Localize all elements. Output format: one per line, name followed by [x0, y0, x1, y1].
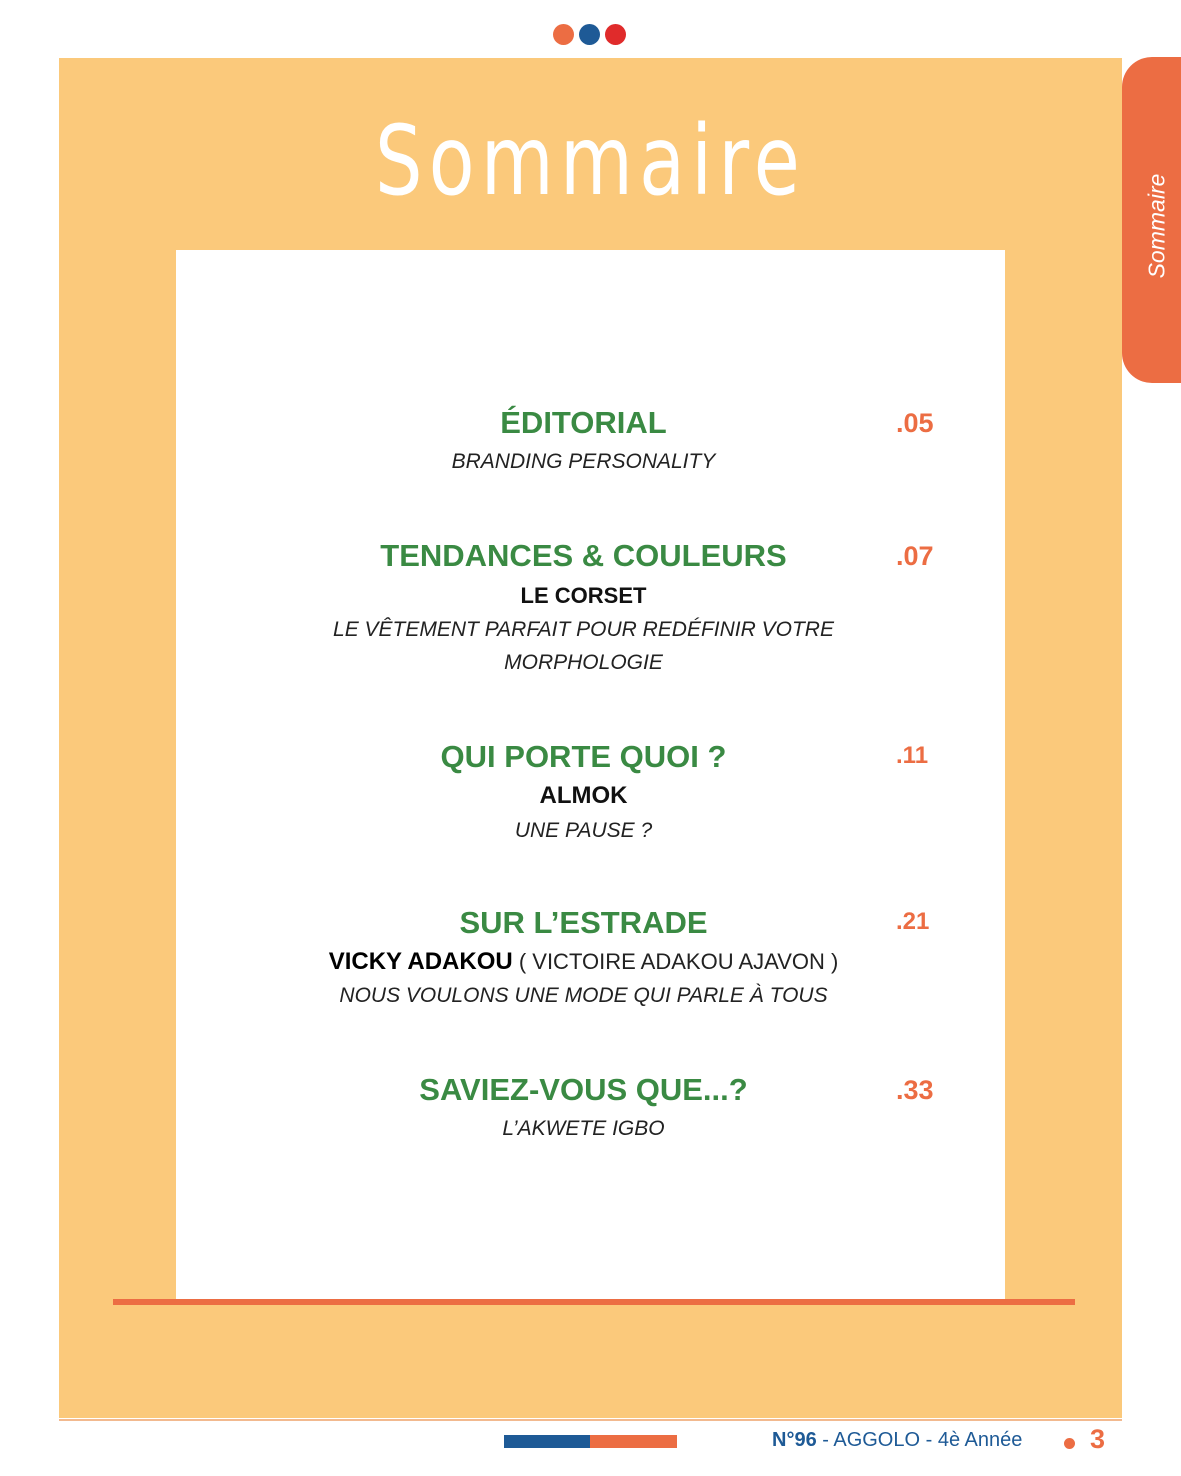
toc-entry-subject: ALMOK: [539, 782, 628, 809]
toc-entry-title: QUI PORTE QUOI ?: [440, 739, 727, 774]
toc-entry-page: .11: [896, 742, 929, 769]
page-title: Sommaire: [374, 105, 807, 217]
decorative-dots: [553, 24, 626, 46]
footer-issue-info: [772, 1429, 1022, 1452]
toc-entry-page: .33: [896, 1075, 934, 1105]
orange-dot: [553, 24, 574, 45]
toc-entry-title: TENDANCES & COULEURS: [380, 538, 787, 573]
toc-entry-subtitle: BRANDING PERSONALITY: [451, 450, 716, 473]
footer-publication: - AGGOLO - 4è Année: [816, 1429, 1023, 1451]
footer-bullet-icon: [1064, 1438, 1075, 1449]
toc-entry-line: NOUS VOULONS UNE MODE QUI PARLE À TOUS: [339, 984, 828, 1007]
blue-dot: [579, 24, 600, 45]
section-tab-label: Sommaire: [1143, 173, 1170, 279]
toc-entry-title: SAVIEZ-VOUS QUE...?: [419, 1072, 748, 1107]
toc-entry-line: LE VÊTEMENT PARFAIT POUR REDÉFINIR VOTRE: [333, 618, 834, 641]
toc-entry-title: SUR L’ESTRADE: [459, 905, 708, 940]
toc-entry-subject: LE CORSET: [520, 583, 647, 608]
footer-issue-number: N°96: [772, 1429, 817, 1451]
subject-name: VICKY ADAKOU: [328, 948, 513, 975]
toc-entry-page: .07: [896, 541, 934, 571]
footer-orange-bar: [590, 1435, 677, 1448]
footer-page-number: 3: [1090, 1424, 1106, 1454]
toc-entry-title: ÉDITORIAL: [500, 405, 667, 440]
toc-entry-page: .21: [896, 908, 930, 935]
toc-entry-subtitle: L’AKWETE IGBO: [502, 1117, 665, 1140]
red-dot: [605, 24, 626, 45]
orange-divider: [113, 1299, 1075, 1305]
toc-entry-subject: [176, 948, 991, 976]
toc-entry-line: UNE PAUSE ?: [514, 819, 653, 842]
footer-blue-bar: [504, 1435, 590, 1448]
toc-entry-line: MORPHOLOGIE: [504, 651, 663, 674]
toc-entry-page: .05: [896, 408, 934, 438]
subject-detail: ( VICTOIRE ADAKOU AJAVON ): [512, 949, 839, 974]
frame-bottom-rule: [59, 1419, 1122, 1421]
